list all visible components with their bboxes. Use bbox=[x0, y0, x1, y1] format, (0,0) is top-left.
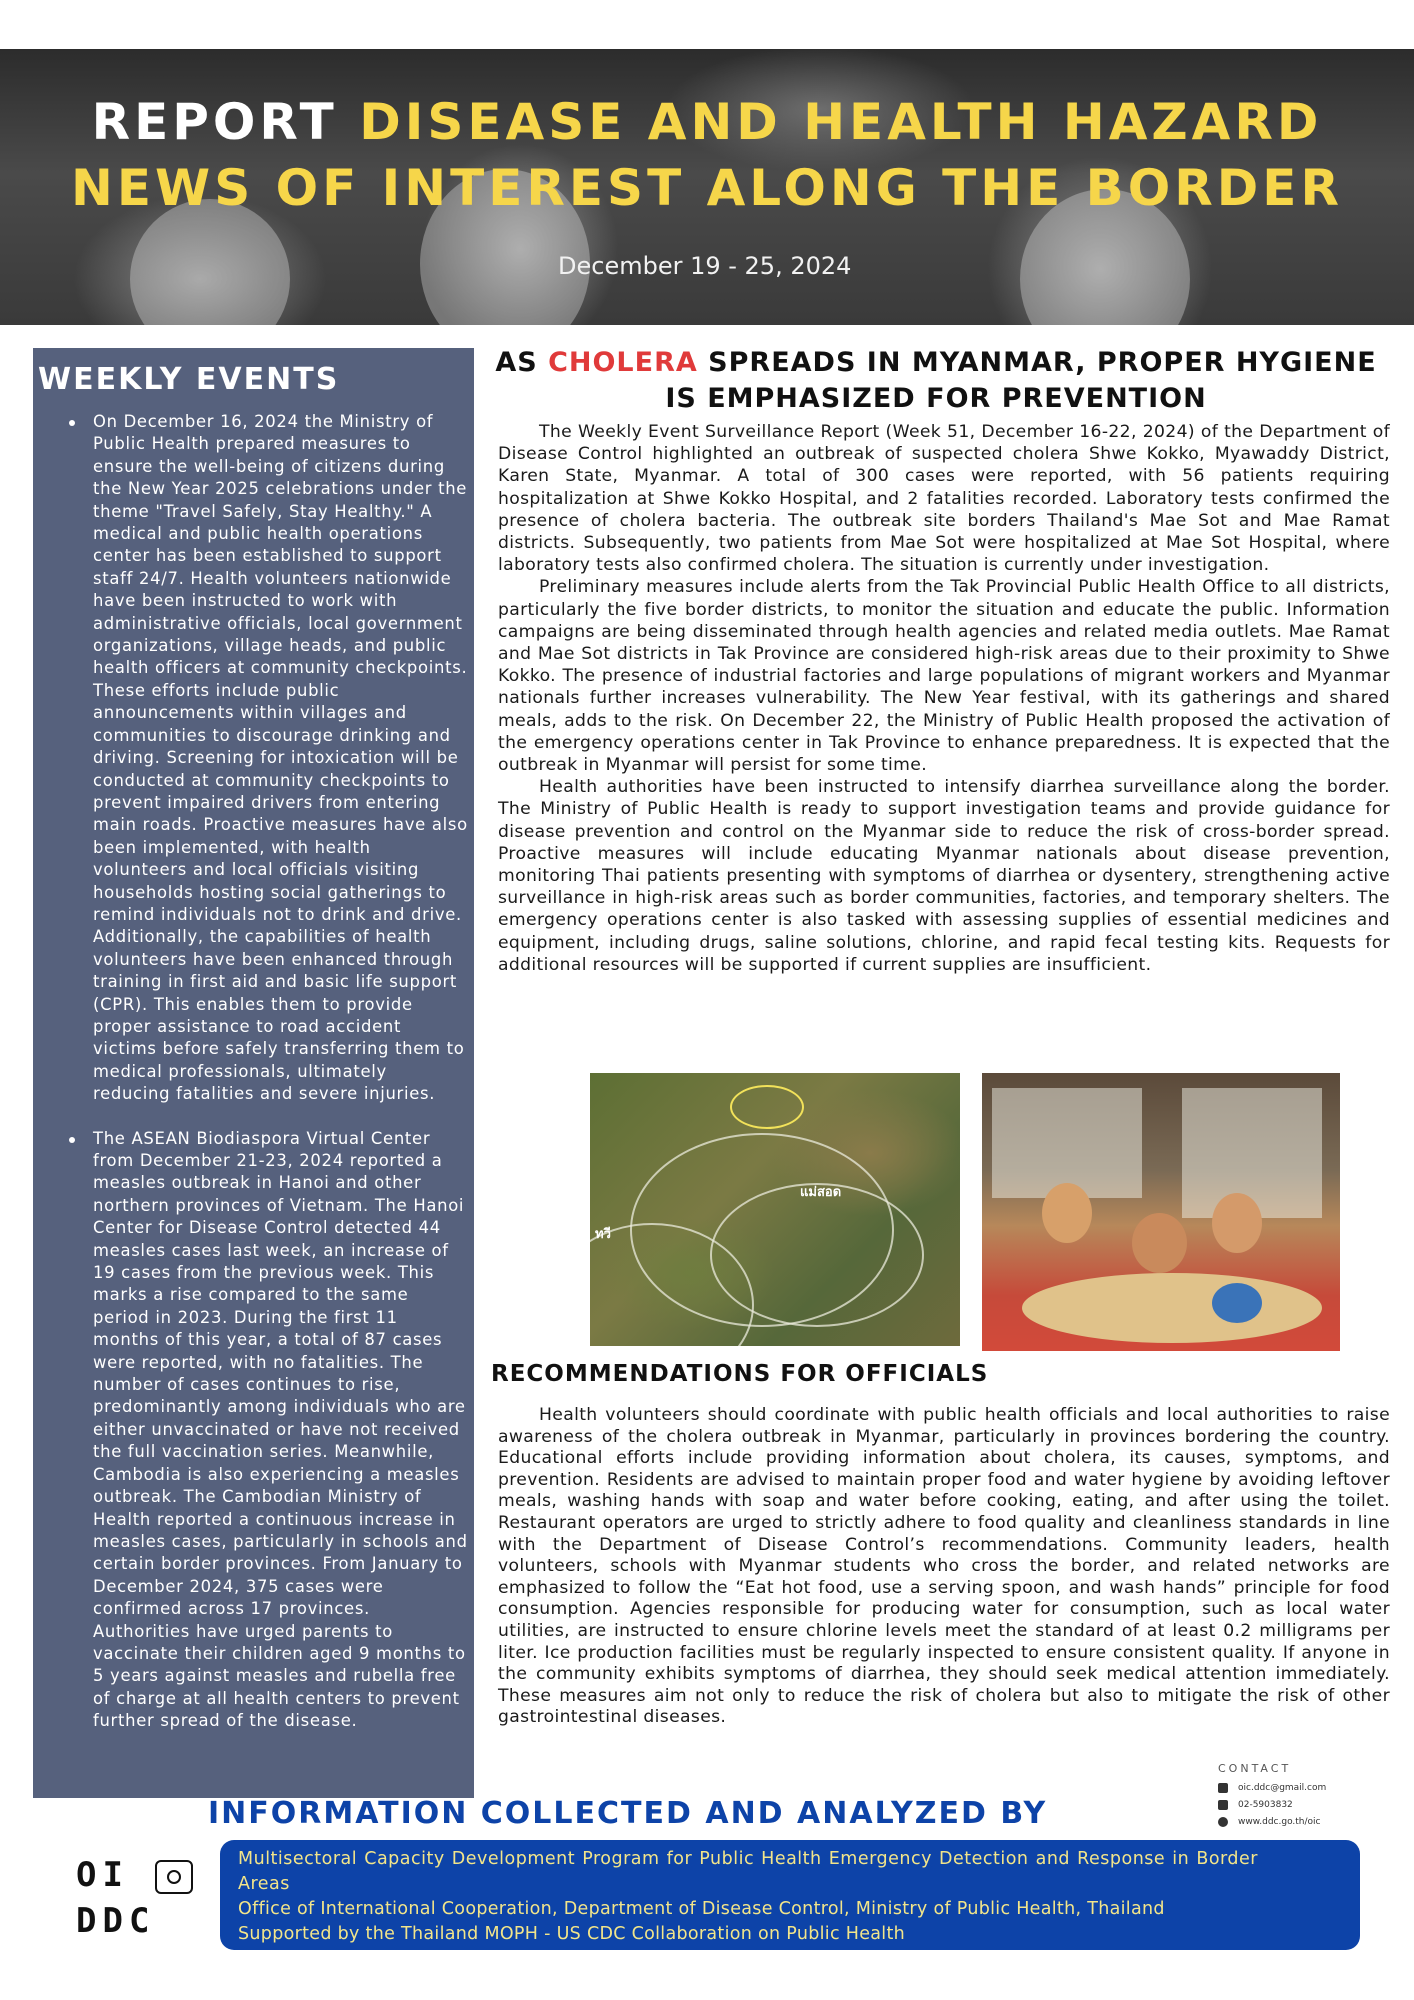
recommendations-paragraph: Health volunteers should coordinate with public health officials and local authorities to raise awareness of the cholera outbreak in Myanmar, particularly in provinces bordering the country. Educational efforts include providing information about cholera, its causes, symptoms, and prevention. Residents are advised to maintain proper food and water hygiene by avoiding leftover meals, washing hands with soap and water before cooking, eating, and after using the toilet. Restaurant operators are urged to strictly adhere to food quality and cleanliness standards in line with the Department of Disease Control’s recommendations. Community leaders, health volunteers, schools with Myanmar students who cross the border, and related networks are emphasized to follow the “Eat hot food, use a serving spoon, and wash hands” principle for food consumption. Agencies responsible for producing water for consumption, such as local water utilities, are instructed to ensure chlorine levels meet the standard of at least 0.2 milligrams per liter. Ice production facilities must be regularly inspected to ensure consistent quality. If anyone in the community exhibits symptoms of diarrhea, they should seek medical attention immediately. These measures aim not only to reduce the risk of cholera but also to mitigate the risk of other gastrointestinal diseases. bbox=[498, 1405, 1390, 1728]
title-yellow-line2: NEWS OF INTEREST ALONG THE BORDER bbox=[71, 159, 1343, 217]
eye-icon bbox=[155, 1860, 193, 1894]
weekly-events-heading: WEEKLY EVENTS bbox=[38, 362, 340, 397]
headline-highlight: CHOLERA bbox=[548, 347, 698, 378]
weekly-events-list bbox=[33, 411, 469, 1755]
contact-block bbox=[1218, 1762, 1388, 1830]
title-yellow-line1: DISEASE AND HEALTH HAZARD bbox=[359, 93, 1323, 151]
report-title bbox=[0, 89, 1414, 221]
map-label: แม่สอด bbox=[800, 1185, 842, 1200]
photo-person bbox=[1132, 1213, 1187, 1273]
globe-icon bbox=[1218, 1817, 1228, 1827]
logo-text-line1: OI bbox=[76, 1855, 129, 1895]
recommendations-heading: RECOMMENDATIONS FOR OFFICIALS bbox=[491, 1361, 989, 1387]
mail-icon bbox=[1218, 1783, 1228, 1793]
contact-website[interactable]: www.ddc.go.th/oic bbox=[1238, 1816, 1321, 1827]
contact-phone-row bbox=[1218, 1796, 1388, 1813]
contact-website-row bbox=[1218, 1813, 1388, 1830]
organization-info-box bbox=[220, 1840, 1360, 1950]
map-highlight-circle bbox=[730, 1085, 804, 1129]
photo-person bbox=[1212, 1193, 1262, 1253]
map-label: ทวี bbox=[595, 1227, 611, 1242]
collected-by-heading: INFORMATION COLLECTED AND ANALYZED BY bbox=[208, 1796, 1048, 1831]
support-statement: Supported by the Thailand MOPH - US CDC Collaboration on Public Health bbox=[238, 1924, 905, 1944]
map-image bbox=[590, 1073, 960, 1346]
contact-email-row bbox=[1218, 1779, 1388, 1796]
article-paragraph: Preliminary measures include alerts from the Tak Provincial Public Health Office to all districts, particularly the five border districts, to monitor the situation and educate the public. Information campaigns are being disseminated through health agencies and related media outlets. Mae Ramat and Mae Sot districts in Tak Province are considered high-risk areas due to their proximity to Shwe Kokko. The presence of industrial factories and large populations of migrant workers and Myanmar nationals further increases vulnerability. The New Year festival, with its gatherings and shared meals, adds to the risk. On December 22, the Ministry of Public Health proposed the activation of the emergency operations center in Tak Province to enhance preparedness. It is expected that the outbreak in Myanmar will persist for some time. bbox=[498, 577, 1390, 776]
weekly-event-item: On December 16, 2024 the Ministry of Public Health prepared measures to ensure the well-being of citizens during the New Year 2025 celebrations under the theme "Travel Safely, Stay Healthy." A medical and public health operations center has been established to support staff 24/7. Health volunteers nationwide have been instructed to work with administrative officials, local government organizations, village heads, and public health officers at community checkpoints. These efforts include public announcements within villages and communities to discourage drinking and driving. Screening for intoxication will be conducted at community checkpoints to prevent impaired drivers from entering main roads. Proactive measures have also been implemented, with health volunteers and local officials visiting households hosting social gatherings to remind individuals not to drink and drive. Additionally, the capabilities of health volunteers have been enhanced through training in first aid and basic life support (CPR). This enables them to provide proper assistance to road accident victims before safely transferring them to medical professionals, ultimately reducing fatalities and severe injuries. bbox=[63, 411, 469, 1106]
headline-suffix: SPREADS IN MYANMAR, PROPER HYGIENE IS EMPHASIZED FOR PREVENTION bbox=[665, 347, 1377, 414]
photo-shelf bbox=[992, 1088, 1142, 1198]
article-headline bbox=[478, 345, 1394, 417]
logo-text-line2: DDC bbox=[76, 1901, 156, 1941]
article-body bbox=[498, 421, 1390, 976]
article-paragraph: The Weekly Event Surveillance Report (Week 51, December 16-22, 2024) of the Department of Disease Control highlighted an outbreak of suspected cholera Shwe Kokko, Myawaddy District, Karen State, Myanmar. A total of 300 cases were reported, with 56 patients requiring hospitalization at Shwe Kokko Hospital, and 2 fatalities recorded. Laboratory tests confirmed the presence of cholera bacteria. The outbreak site borders Thailand's Mae Sot and Mae Ramat districts. Subsequently, two patients from Mae Sot were hospitalized at Mae Sot Hospital, where laboratory tests also confirmed cholera. The situation is currently under investigation. bbox=[498, 422, 1390, 576]
photo-bowl bbox=[1212, 1283, 1262, 1323]
contact-heading: CONTACT bbox=[1218, 1762, 1292, 1775]
oi-ddc-logo bbox=[76, 1852, 196, 1944]
article-paragraph: Health authorities have been instructed to intensify diarrhea surveillance along the border. The Ministry of Public Health is ready to support investigation teams and provide guidance for disease prevention and control on the Myanmar side to reduce the risk of cross-border spread. Proactive measures will include educating Myanmar nationals about disease prevention, monitoring Thai patients presenting with symptoms of diarrhea or dysentery, strengthening active surveillance in high-risk areas such as border communities, factories, and temporary shelters. The emergency operations center is also tasked with assessing supplies of essential medicines and equipment, including drugs, saline solutions, chlorine, and rapid fecal testing kits. Requests for additional resources will be supported if current supplies are insufficient. bbox=[498, 777, 1390, 975]
recommendations-body bbox=[498, 1405, 1390, 1729]
market-photo bbox=[982, 1073, 1340, 1351]
photo-person bbox=[1042, 1183, 1092, 1243]
weekly-events-panel bbox=[33, 348, 474, 1798]
contact-email[interactable]: oic.ddc@gmail.com bbox=[1238, 1782, 1327, 1793]
phone-icon bbox=[1218, 1800, 1228, 1810]
title-white: REPORT bbox=[91, 93, 338, 151]
photo-food-table bbox=[1022, 1273, 1322, 1343]
contact-phone[interactable]: 02-5903832 bbox=[1238, 1799, 1293, 1810]
report-date: December 19 - 25, 2024 bbox=[558, 252, 852, 280]
office-name: Office of International Cooperation, Department of Disease Control, Ministry of Public Health, Thailand bbox=[238, 1899, 1165, 1919]
headline-prefix: AS bbox=[495, 347, 549, 378]
weekly-event-item: The ASEAN Biodiaspora Virtual Center from December 21-23, 2024 reported a measles outbreak in Hanoi and other northern provinces of Vietnam. The Hanoi Center for Disease Control detected 44 measles cases last week, an increase of 19 cases from the previous week. This marks a rise compared to the same period in 2023. During the first 11 months of this year, a total of 87 cases were reported, with no fatalities. The number of cases continues to rise, predominantly among individuals who are either unvaccinated or have not received the full vaccination series. Meanwhile, Cambodia is also experiencing a measles outbreak. The Cambodian Ministry of Health reported a continuous increase in measles cases, particularly in schools and certain border provinces. From January to December 2024, 375 cases were confirmed across 17 provinces. Authorities have urged parents to vaccinate their children aged 9 months to 5 years against measles and rubella free of charge at all health centers to prevent further spread of the disease. bbox=[63, 1128, 469, 1733]
header-banner bbox=[0, 49, 1414, 325]
program-name: Multisectoral Capacity Development Program for Public Health Emergency Detection and Response in Border Areas bbox=[238, 1849, 1258, 1894]
